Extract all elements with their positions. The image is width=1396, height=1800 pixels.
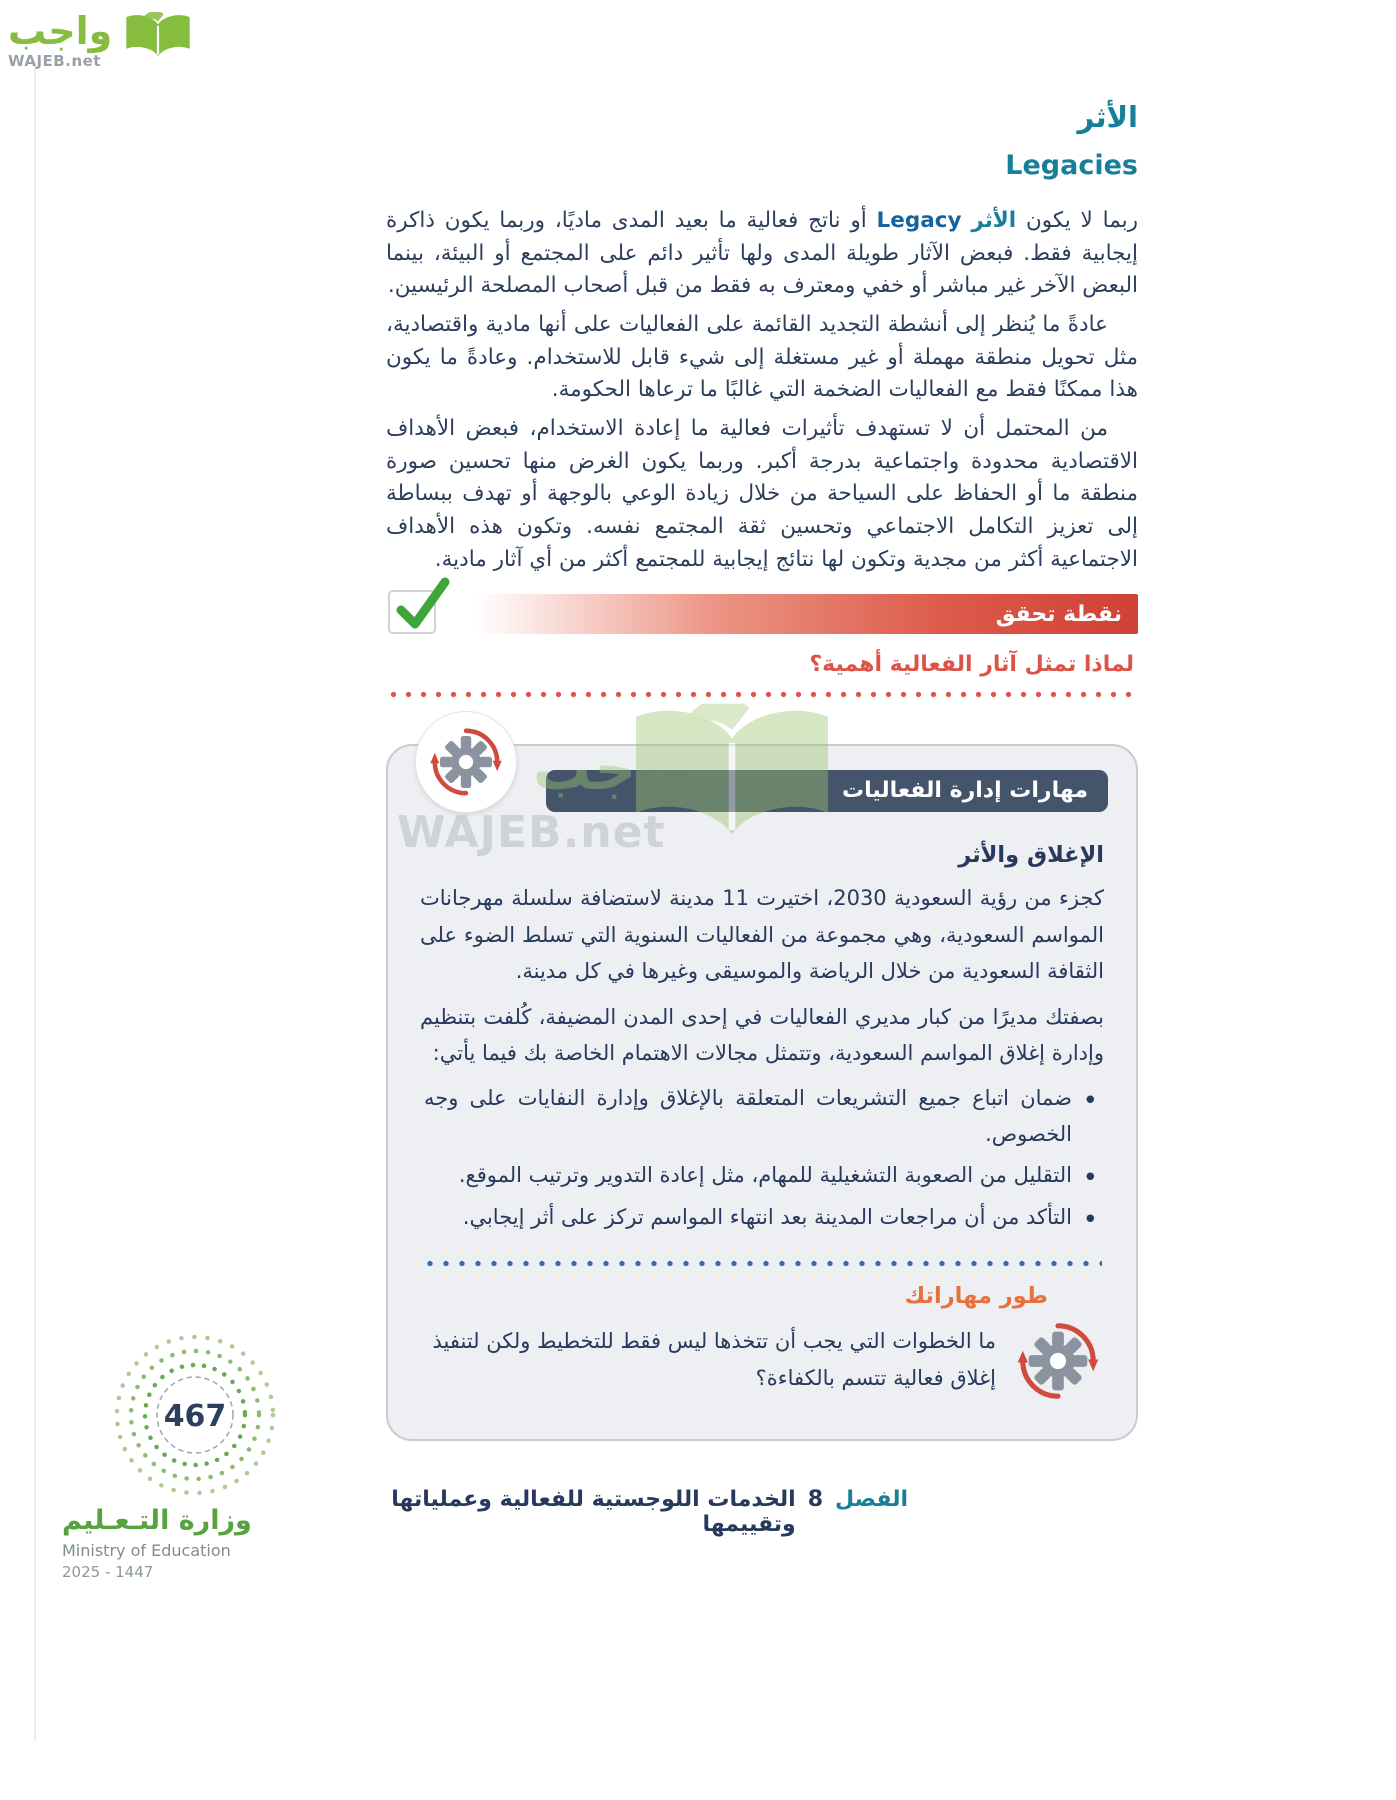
small-gear-icon [1014, 1317, 1102, 1405]
chapter-title: الخدمات اللوجستية للفعالية وعملياتها وتقييمها [391, 1486, 796, 1537]
section-title-english: Legacies [1005, 150, 1138, 181]
logo-text: واجب [8, 9, 113, 53]
key-term-arabic: الأثر [971, 208, 1017, 233]
checkpoint-banner [386, 594, 1138, 634]
page-number-motif [45, 1325, 285, 1505]
section-title-arabic: الأثر [1077, 100, 1138, 134]
wajeb-logo-text-block [8, 9, 113, 70]
red-dotted-divider [386, 691, 1138, 698]
body-paragraph-1 [386, 205, 1138, 303]
logo-domain: WAJEB.net [8, 51, 101, 70]
develop-skills-row [416, 1323, 1108, 1405]
body-paragraph-2: عادةً ما يُنظر إلى أنشطة التجديد القائمة على الفعاليات على أنها مادية واقتصادية، مثل تحويل منطقة مهملة أو غير مستغلة إلى شيء قابل للاستخدام. وعادةً ما يكون هذا ممكنًا فقط مع الفعاليات الضخمة التي غالبًا ما ترعاها الحكومة. [386, 312, 1138, 403]
left-margin-rule [34, 62, 36, 1742]
skills-paragraph-2: بصفتك مديرًا من كبار مديري الفعاليات في إحدى المدن المضيفة، كُلفت بتنظيم وإدارة إغلاق المواسم السعودية، وتتمثل مجالات الاهتمام الخاصة بك فيما يأتي: [420, 1004, 1104, 1065]
ministry-edition: 2025 - 1447 [62, 1563, 154, 1581]
ministry-name-arabic: وزارة التـعـليم [62, 1505, 252, 1536]
watermark-domain: WAJEB.net [397, 807, 666, 858]
checkpoint-label: نقطة تحقق [995, 601, 1122, 627]
gear-refresh-icon [416, 712, 516, 812]
bullet-item: • التقليل من الصعوبة التشغيلية للمهام، مثل إعادة التدوير وترتيب الموقع. [424, 1158, 1100, 1194]
skills-paragraph-1: كجزء من رؤية السعودية 2030، اختيرت 11 مدينة لاستضافة سلسلة مهرجانات المواسم السعودية، وهي مجموعة من الفعاليات السنوية التي تسلط الضوء على الثقافة السعودية من خلال الرياضة والموسيقى وغيرها في كل مدينة. [420, 886, 1104, 983]
open-book-icon [122, 12, 194, 64]
blue-dotted-divider [422, 1260, 1102, 1267]
chapter-label: الفصل [835, 1486, 908, 1512]
bullet-item: • التأكد من أن مراجعات المدينة بعد انتهاء المواسم تركز على أثر إيجابي. [424, 1200, 1100, 1236]
watermark-text: واجب [533, 735, 693, 803]
paragraph-text: ربما لا يكون [1016, 208, 1138, 233]
skills-panel [386, 744, 1138, 1440]
checkmark-icon [388, 590, 436, 634]
ministry-logo-block [62, 1505, 252, 1581]
develop-skills-question: ما الخطوات التي يجب أن تتخذها ليس فقط للتخطيط ولكن لتنفيذ إغلاق فعالية تتسم بالكفاءة؟ [432, 1328, 996, 1391]
chapter-footer [386, 1487, 908, 1537]
bullet-item: • ضمان اتباع جميع التشريعات المتعلقة بالإغلاق وإدارة النفايات على وجه الخصوص. [424, 1081, 1100, 1152]
ministry-name-english: Ministry of Education [62, 1541, 231, 1560]
key-term-english: Legacy [876, 208, 962, 233]
skills-bullet-list [424, 1081, 1100, 1236]
page-number: 467 [163, 1399, 227, 1434]
main-column [386, 100, 1138, 1537]
paragraph-text: أو ناتج فعالية ما بعيد المدى ماديًا، وربما يكون ذاكرة إيجابية فقط. فبعض الآثار طويلة المدى ولها تأثير دائم على المجتمع أو البيئة، بينما البعض الآخر غير مباشر أو خفي ومعترف به فقط من قبل أصحاب المصلحة الرئيسين. [386, 208, 1138, 299]
body-paragraph-3: من المحتمل أن لا تستهدف تأثيرات فعالية ما إعادة الاستخدام، فبعض الأهداف الاقتصادية محدودة واجتماعية بدرجة أكبر. وربما يكون الغرض منها تحسين صورة منطقة ما أو الحفاظ على السياحة من خلال زيادة الوعي بالوجهة أو تهدف ببساطة إلى تعزيز التكامل الاجتماعي وتحسين ثقة المجتمع نفسه. وتكون هذه الأهداف الاجتماعية أكثر من مجدية وتكون لها نتائج إيجابية للمجتمع أكثر من أي آثار مادية. [386, 416, 1138, 572]
chapter-number: 8 [807, 1486, 824, 1512]
wajeb-logo [8, 9, 194, 70]
skills-subtitle: الإغلاق والأثر [958, 842, 1104, 869]
develop-skills-title: طور مهاراتك [904, 1282, 1048, 1309]
checkpoint-question: لماذا تمثل آثار الفعالية أهمية؟ [809, 652, 1134, 678]
skills-panel-header: مهارات إدارة الفعاليات [546, 770, 1108, 812]
